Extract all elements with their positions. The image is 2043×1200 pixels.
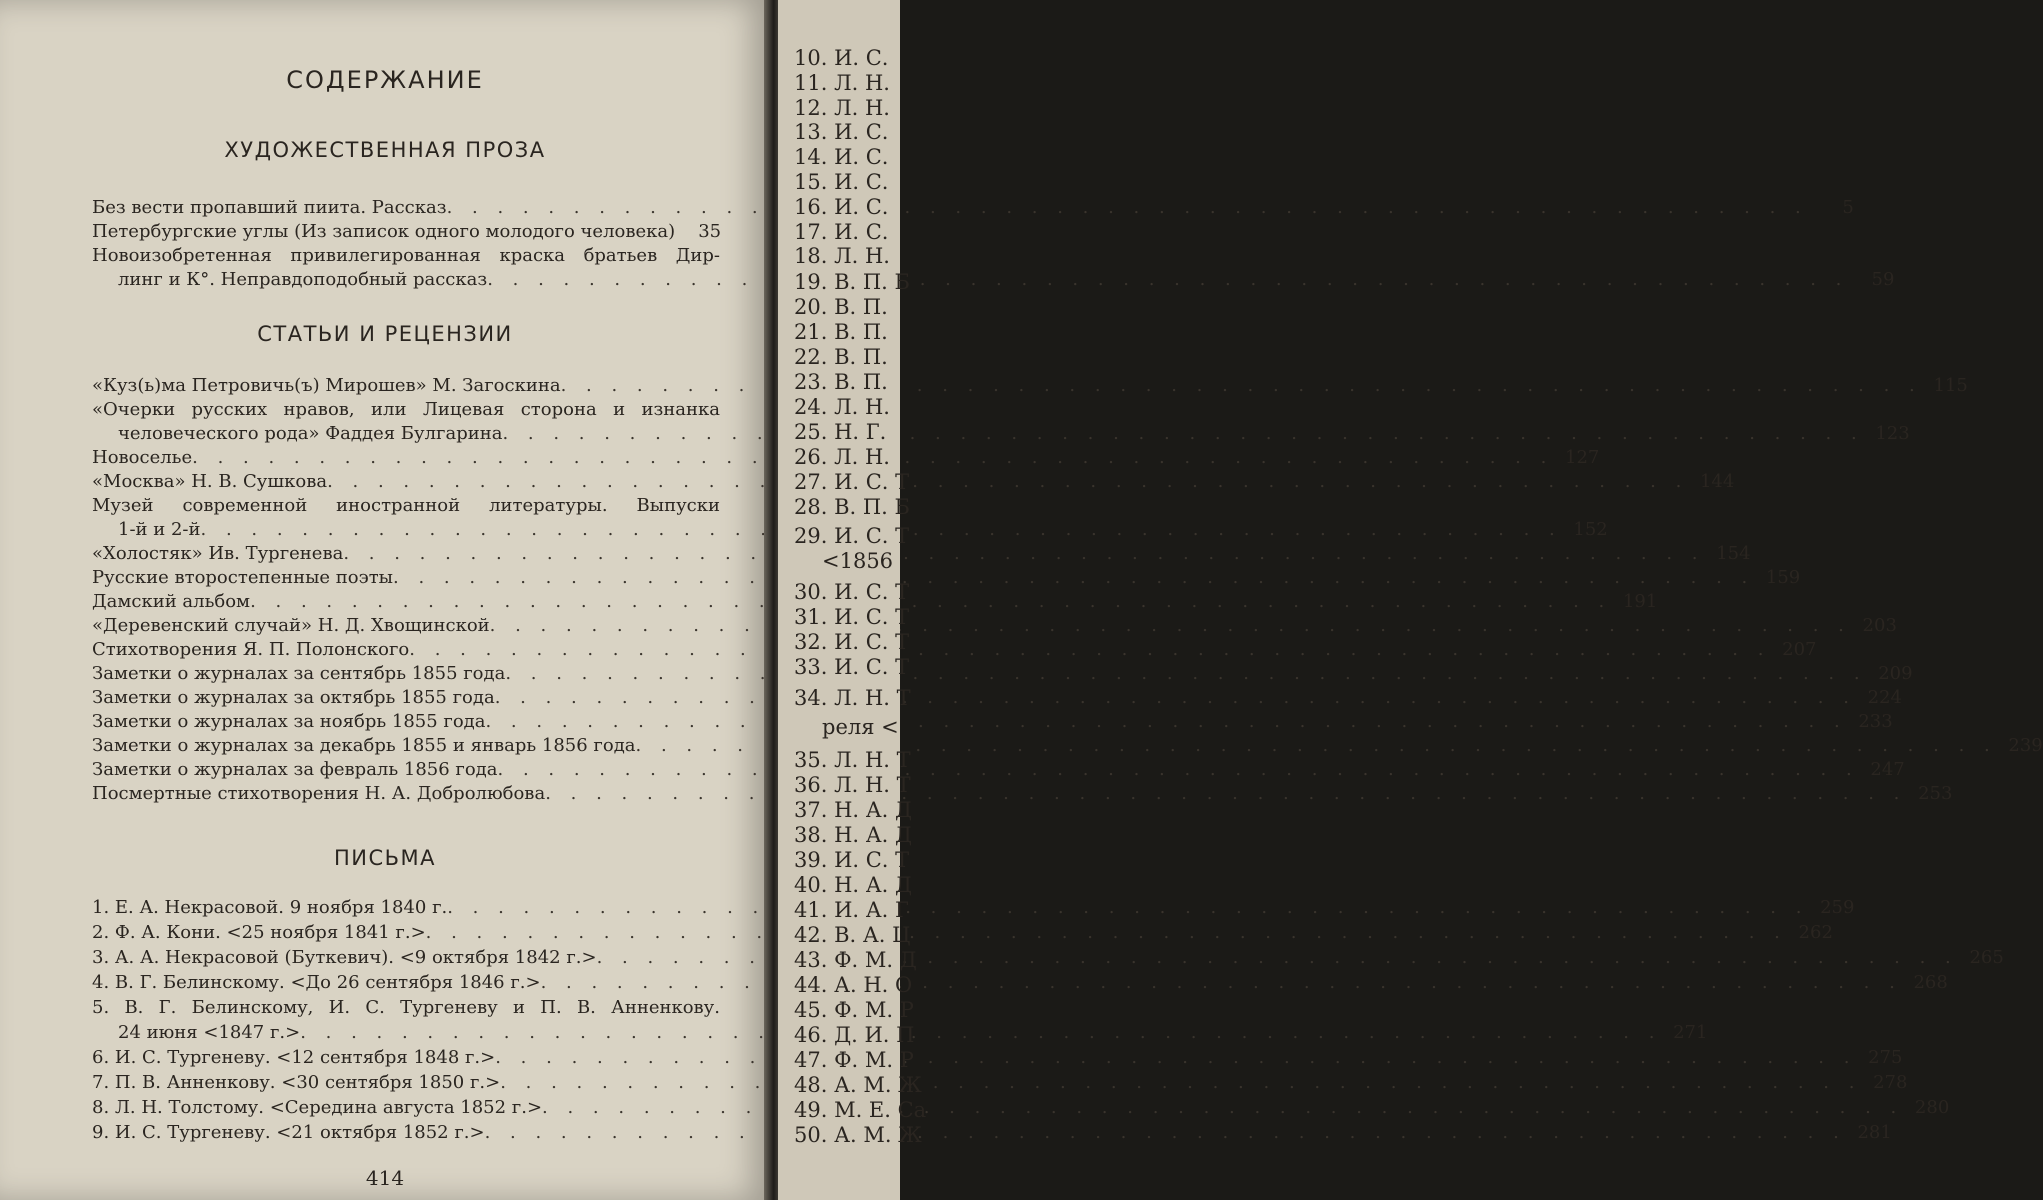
right-page-line: <1856	[822, 549, 894, 573]
entry-page: 144	[1699, 471, 1735, 492]
right-page-line: 39. И. С. Т	[794, 848, 910, 872]
entry-page: 268	[1913, 972, 1948, 993]
entry-title: Новоселье	[92, 447, 193, 468]
right-page-line: 40. Н. А. Д	[794, 873, 913, 897]
right-page-line: 12. Л. Н.	[794, 96, 890, 120]
entry-title: 3. А. А. Некрасовой (Буткевич). <9 октября 1842 г.>	[92, 947, 597, 968]
entry-title: Заметки о журналах за февраль 1856 года	[92, 759, 498, 780]
right-page-line: 14. И. С.	[794, 145, 889, 169]
entry-title: Петербургские углы (Из записок одного молодого человека)	[92, 221, 676, 242]
right-page-line: 22. В. П.	[794, 345, 888, 369]
entry-title: 7. П. В. Анненкову. <30 сентября 1850 г.>	[92, 1072, 501, 1093]
right-page-line: 23. В. П.	[794, 370, 888, 394]
entry-title: 2. Ф. А. Кони. <25 ноября 1841 г.>	[92, 922, 426, 943]
entry-page: 207	[1782, 639, 1817, 660]
entry-title: Заметки о журналах за сентябрь 1855 года	[92, 663, 506, 684]
entry-title: Заметки о журналах за декабрь 1855 и январь 1856 года	[92, 735, 636, 756]
entry-title-line1: 5. В. Г. Белинскому, И. С. Тургеневу и П. В. Анненкову.	[92, 997, 720, 1018]
right-page-line: 43. Ф. М. Д	[794, 948, 917, 972]
entry-page: 115	[1933, 375, 1968, 396]
right-page-line: 19. В. П. Б	[794, 270, 910, 294]
right-page-line: 25. Н. Г.	[794, 420, 887, 444]
entry-title: 1. Е. А. Некрасовой. 9 ноября 1840 г.	[92, 897, 448, 918]
entry-page: 262	[1798, 922, 1833, 943]
entry-page: 35	[698, 221, 722, 242]
entry-page: 265	[1969, 947, 2004, 968]
entry-page: 275	[1868, 1047, 1903, 1068]
entry-title-line1: Новоизобретенная привилегированная краска братьев Дир-	[92, 245, 720, 266]
entry-page: 233	[1858, 711, 1893, 732]
right-page-line: 32. И. С. Т	[794, 630, 910, 654]
right-page-line: 45. Ф. М. Р	[794, 998, 914, 1022]
section-title-articles: СТАТЬИ И РЕЦЕНЗИИ	[257, 322, 513, 346]
entry-title: 8. Л. Н. Толстому. <Середина августа 1852 г.>	[92, 1097, 543, 1118]
entry-page: 280	[1914, 1097, 1950, 1118]
right-page-line: 27. И. С. Т	[794, 470, 910, 494]
right-page-line: 29. И. С. Т	[794, 524, 910, 548]
page-number: 414	[365, 1166, 405, 1190]
toc-entry	[92, 566, 1801, 590]
entry-title: 4. В. Г. Белинскому. <До 26 сентября 1846 г.>	[92, 972, 541, 993]
right-page-line: 21. В. П.	[794, 320, 888, 344]
entry-title-line2: 1-й и 2-й	[118, 519, 201, 540]
section-title-letters: ПИСЬМА	[333, 846, 437, 870]
entry-page: 203	[1862, 615, 1897, 636]
entry-title: «Москва» Н. В. Сушкова	[92, 471, 328, 492]
toc-entry	[92, 734, 2043, 758]
entry-title: Дамский альбом	[92, 591, 251, 612]
section-title-prose: ХУДОЖЕСТВЕННАЯ ПРОЗА	[224, 138, 546, 162]
right-page-line: реля <	[822, 715, 899, 739]
entry-page: 123	[1875, 423, 1910, 444]
right-page-line: 17. И. С.	[794, 220, 889, 244]
right-page-line: 38. Н. А. Д	[794, 823, 913, 847]
right-page-line: 28. В. П. Б	[794, 495, 910, 519]
entry-page: 224	[1867, 687, 1902, 708]
entry-page: 271	[1673, 1022, 1708, 1043]
right-page-line: 30. И. С. Т	[794, 580, 910, 604]
entry-page: 154	[1716, 543, 1751, 564]
right-page-line: 20. В. П.	[794, 295, 888, 319]
entry-title: 9. И. С. Тургеневу. <21 октября 1852 г.>	[92, 1122, 485, 1143]
entry-title: Русские второстепенные поэты	[92, 567, 394, 588]
entry-page: 253	[1918, 783, 1953, 804]
right-page-line: 48. А. М. Ж	[794, 1073, 922, 1097]
entry-page: 247	[1870, 759, 1905, 780]
entry-page: 209	[1878, 663, 1913, 684]
entry-title: «Холостяк» Ив. Тургенева	[92, 543, 344, 564]
right-page-line: 50. А. М. Ж	[794, 1123, 922, 1147]
right-page-line: 24. Л. Н.	[794, 395, 890, 419]
entry-title: Посмертные стихотворения Н. А. Добролюбова	[92, 783, 546, 804]
entry-title-line2: человеческого рода» Фаддея Булгарина	[118, 423, 503, 444]
entry-page: 59	[1871, 269, 1895, 290]
entry-page: 239	[2008, 735, 2043, 756]
entry-title: Без вести пропавший пиита. Рассказ	[92, 197, 447, 218]
right-page-line: 34. Л. Н. Т	[794, 686, 911, 710]
right-page-line: 18. Л. Н.	[794, 244, 890, 268]
right-page-line: 15. И. С.	[794, 170, 889, 194]
entry-page: 278	[1873, 1072, 1908, 1093]
right-page-line: 35. Л. Н. Т	[794, 748, 911, 772]
right-page-line: 42. В. А. Ц	[794, 923, 911, 947]
entry-page: 259	[1820, 897, 1855, 918]
right-page	[778, 0, 927, 1200]
entry-page: 127	[1565, 447, 1600, 468]
right-page-line: 36. Л. Н. Т	[794, 773, 911, 797]
entry-title: Заметки о журналах за октябрь 1855 года	[92, 687, 495, 708]
entry-title-line2: линг и К°. Неправдоподобный рассказ	[118, 269, 488, 290]
right-page-line: 46. Д. И. П	[794, 1023, 915, 1047]
page-title: СОДЕРЖАНИЕ	[286, 66, 484, 94]
entry-title-line1: «Очерки русских нравов, или Лицевая сторона и изнанка	[92, 399, 720, 420]
entry-title-line2: 24 июня <1847 г.>	[118, 1022, 301, 1043]
right-page-line: 44. А. Н. О	[794, 973, 913, 997]
entry-title: 6. И. С. Тургеневу. <12 сентября 1848 г.>	[92, 1047, 496, 1068]
entry-page: 281	[1857, 1122, 1892, 1143]
right-page-line: 49. М. Е. Са	[794, 1098, 927, 1122]
entry-page: 159	[1765, 567, 1801, 588]
toc-entry	[92, 220, 720, 244]
right-page-line: 11. Л. Н.	[794, 71, 890, 95]
right-page-line: 16. И. С.	[794, 195, 889, 219]
entry-title: «Куз(ь)ма Петровичь(ъ) Мирошев» М. Загоскина	[92, 375, 561, 396]
right-page-line: 13. И. С.	[794, 120, 889, 144]
entry-title-line1: Музей современной иностранной литературы. Выпуски	[92, 495, 720, 516]
right-page-line: 31. И. С. Т	[794, 605, 910, 629]
entry-title: Заметки о журналах за ноябрь 1855 года	[92, 711, 486, 732]
entry-page: 5	[1842, 197, 1854, 218]
right-page-line: 26. Л. Н.	[794, 445, 890, 469]
entry-page: 152	[1573, 519, 1608, 540]
entry-title: «Деревенский случай» Н. Д. Хвощинской	[92, 615, 490, 636]
entry-page: 191	[1622, 591, 1658, 612]
right-page-line: 33. И. С. Т	[794, 655, 910, 679]
entry-title: Стихотворения Я. П. Полонского	[92, 639, 410, 660]
right-page-line: 41. И. А. Г	[794, 898, 909, 922]
right-page-line: 47. Ф. М. Р	[794, 1048, 914, 1072]
right-page-line: 37. Н. А. Д	[794, 798, 913, 822]
right-page-line: 10. И. С.	[794, 46, 889, 70]
